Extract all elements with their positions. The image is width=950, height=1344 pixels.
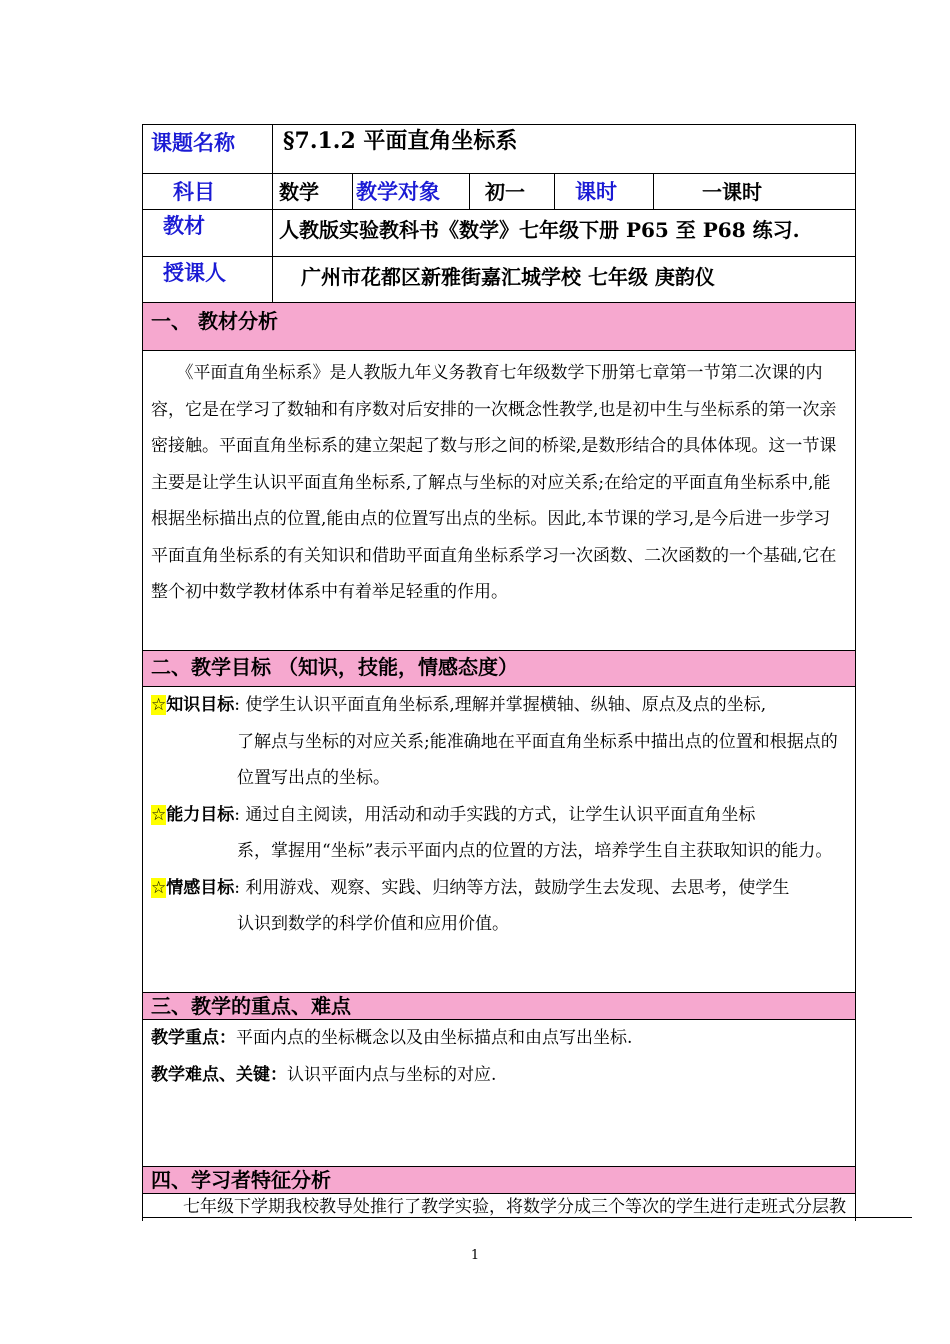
section1-header: [143, 303, 856, 351]
textbook-value-cell: [273, 210, 856, 257]
topic-label-cell: [143, 125, 273, 174]
key-point-text: 平面内点的坐标概念以及由坐标描点和由点写出坐标.: [236, 1028, 633, 1048]
subject-value-cell: [273, 174, 353, 210]
topic-value-cell: [273, 125, 856, 174]
subject-label: 科目: [173, 179, 215, 204]
section1-title: 一、 教材分析: [151, 309, 278, 333]
goal-ability-cont: 系，掌握用“坐标”表示平面内点的位置的方法，培养学生自主获取知识的能力。: [237, 841, 833, 861]
goal-knowledge-text: 使学生认识平面直角坐标系,理解并掌握横轴、纵轴、原点及点的坐标,: [245, 695, 767, 715]
audience-label-cell: [353, 174, 470, 210]
textbook-value: 人教版实验教科书《数学》七年级下册 P65 至 P68 练习.: [279, 218, 800, 242]
footer-rule: [142, 1217, 912, 1218]
goal-emotion: [151, 870, 847, 943]
teacher-value: 广州市花都区新雅街嘉汇城学校 七年级 庚韵仪: [301, 265, 715, 289]
goal-emotion-sep: :: [234, 877, 246, 898]
audience-label: 教学对象: [356, 179, 440, 204]
difficult-point-label: 教学难点、关键：: [151, 1064, 287, 1085]
textbook-label: 教材: [163, 213, 205, 238]
difficult-point-text: 认识平面内点与坐标的对应.: [287, 1064, 497, 1085]
audience-value-cell: [470, 174, 555, 210]
section2-body-cell: [143, 687, 856, 993]
difficult-point: [151, 1057, 847, 1094]
section4-header: [143, 1167, 856, 1194]
page-number: 1: [470, 1248, 480, 1263]
goal-emotion-text: 利用游戏、观察、实践、归纳等方法，鼓励学生去发现、去思考，使学生: [245, 877, 790, 898]
goal-ability-label: 能力目标: [166, 804, 235, 825]
period-value: 一课时: [702, 180, 762, 204]
textbook-label-cell: [143, 210, 273, 257]
goal-ability-sep: :: [234, 804, 246, 825]
section3-body-cell: [143, 1020, 856, 1167]
teacher-label-cell: [143, 257, 273, 303]
lesson-plan-table: [142, 124, 856, 1221]
section2-header: [143, 651, 856, 687]
goal-emotion-label: 情感目标: [166, 877, 235, 898]
goal-emotion-cont: 认识到数学的科学价值和应用价值。: [237, 914, 509, 934]
goal-knowledge: [151, 687, 847, 797]
goal-ability-text: 通过自主阅读，用活动和动手实践的方式，让学生认识平面直角坐标: [245, 804, 756, 825]
key-point-label: 教学重点：: [151, 1028, 236, 1048]
period-label: 课时: [575, 179, 617, 204]
subject-label-cell: [143, 174, 273, 210]
section1-paragraph: 《平面直角坐标系》是人教版九年义务教育七年级数学下册第七章第一节第二次课的内容，它是在学习了数轴和有序数对后安排的一次概念性教学,也是初中生与坐标系的第一次亲密接触。平面直角坐标系的建立架起了数与形之间的桥梁,是数形结合的具体体现。这一节课主要是让学生认识平面直角坐标系,了解点与坐标的对应关系;在给定的平面直角坐标系中,能根据坐标描出点的位置,能由点的位置写出点的坐标。因此,本节课的学习,是今后进一步学习平面直角坐标系的有关知识和借助平面直角坐标系学习一次函数、二次函数的一个基础,它在整个初中数学教材体系中有着举足轻重的作用。: [151, 363, 837, 602]
section3-title: 三、教学的重点、难点: [151, 994, 351, 1018]
topic-title: §7.1.2 平面直角坐标系: [283, 128, 518, 154]
key-point: [151, 1020, 847, 1057]
goal-knowledge-cont: 了解点与坐标的对应关系;能准确地在平面直角坐标系中描出点的位置和根据点的位置写出点的坐标。: [237, 731, 838, 788]
teacher-value-cell: [273, 257, 856, 303]
star-icon: ☆: [151, 877, 167, 898]
period-value-cell: [654, 174, 856, 210]
star-icon: ☆: [151, 804, 167, 825]
goal-knowledge-label: 知识目标: [166, 695, 235, 715]
section4-title: 四、学习者特征分析: [151, 1168, 331, 1192]
subject-value: 数学: [279, 180, 319, 204]
star-icon: ☆: [151, 695, 167, 715]
period-label-cell: [555, 174, 654, 210]
section4-paragraph: 七年级下学期我校教导处推行了教学实验，将数学分成三个等次的学生进行走班式分层教: [183, 1197, 846, 1217]
teacher-label: 授课人: [163, 260, 226, 285]
section1-body-cell: [143, 351, 856, 651]
section3-header: [143, 993, 856, 1020]
goal-ability: [151, 797, 847, 870]
audience-value: 初一: [485, 180, 525, 204]
topic-label: 课题名称: [151, 130, 235, 155]
section2-title: 二、教学目标 （知识，技能，情感态度）: [151, 655, 518, 679]
goal-knowledge-sep: :: [234, 695, 246, 715]
